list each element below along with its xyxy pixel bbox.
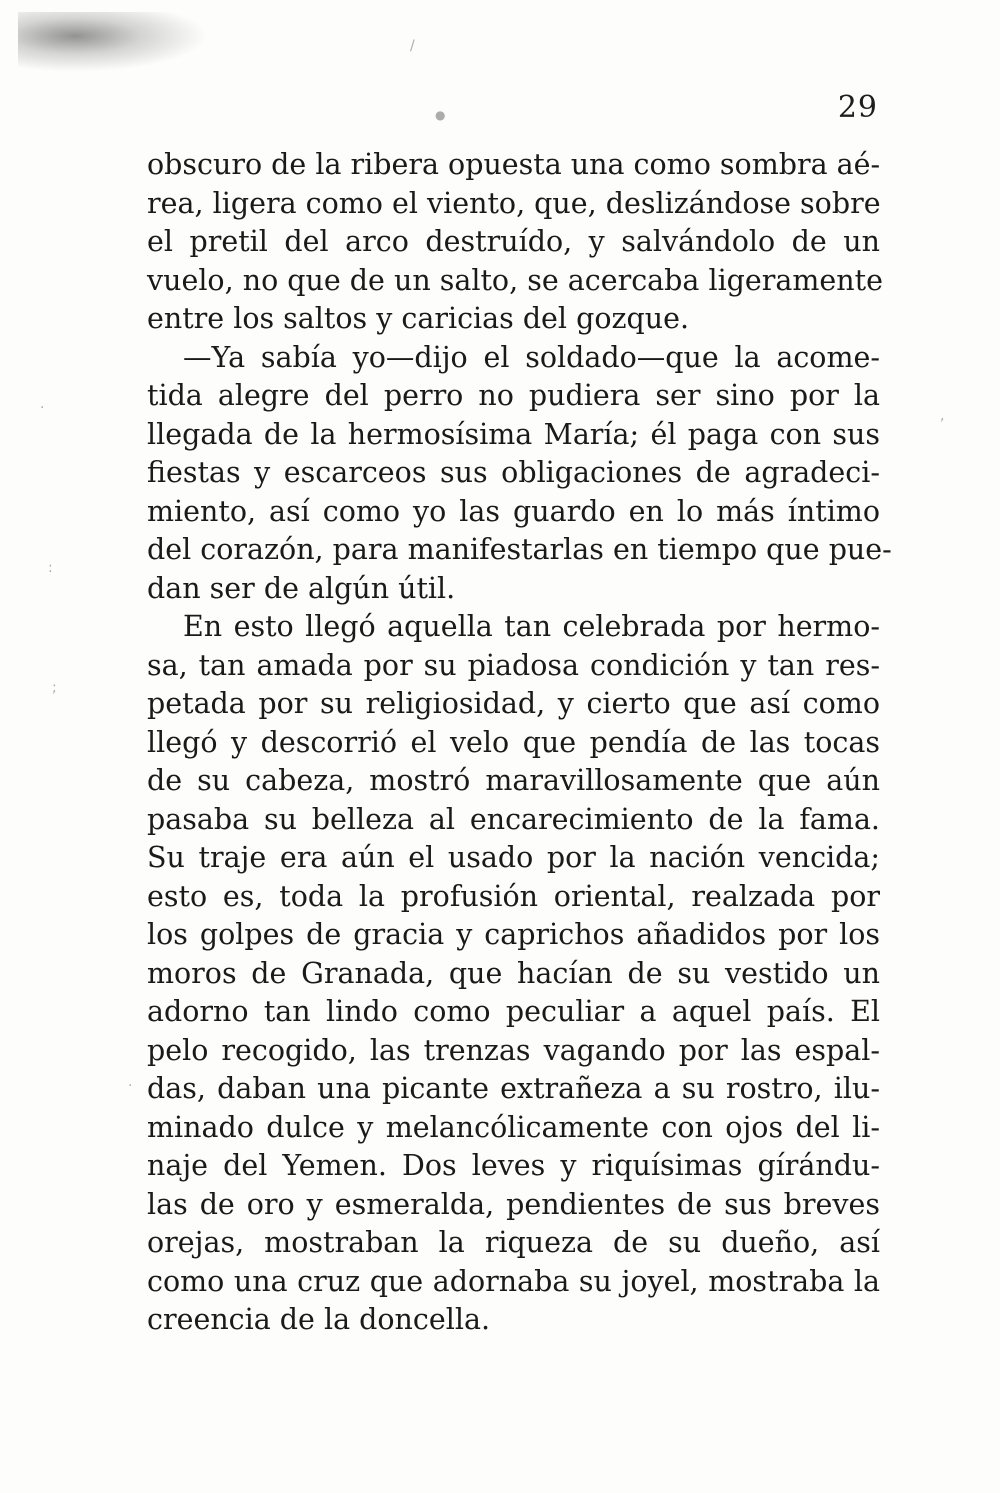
scan-speck: , bbox=[940, 408, 945, 424]
text-line: Su traje era aún el usado por la nación vencida; bbox=[147, 841, 880, 874]
text-line: de su cabeza, mostró maravillosamente que aún bbox=[147, 764, 880, 797]
body-text bbox=[147, 146, 892, 1340]
scan-speck: · bbox=[128, 1078, 133, 1094]
text-line: como una cruz que adornaba su joyel, mostraba la bbox=[147, 1264, 880, 1298]
text-line: minado dulce y melancólicamente con ojos del li- bbox=[147, 1110, 880, 1144]
text-line: moros de Granada, que hacían de su vestido un bbox=[147, 956, 880, 990]
text-line: entre los saltos y caricias del gozque. bbox=[147, 302, 690, 335]
text-line: naje del Yemen. Dos leves y riquísimas gírándu- bbox=[147, 1149, 880, 1182]
text-line: llegó y descorrió el velo que pendía de las tocas bbox=[147, 725, 880, 759]
text-line: las de oro y esmeralda, pendientes de sus breves bbox=[147, 1187, 880, 1221]
text-line: En esto llegó aquella tan celebrada por hermo- bbox=[183, 610, 880, 643]
text-line: rea, ligera como el viento, que, deslizándose sobre bbox=[147, 186, 881, 220]
text-line: petada por su religiosidad, y cierto que así como bbox=[147, 687, 880, 720]
text-line: esto es, toda la profusión oriental, realzada por bbox=[147, 879, 880, 913]
text-line: creencia de la doncella. bbox=[147, 1303, 491, 1336]
text-line: tida alegre del perro no pudiera ser sino por la bbox=[147, 379, 880, 412]
text-line: miento, así como yo las guardo en lo más íntimo bbox=[147, 494, 880, 528]
scan-speck: : bbox=[48, 560, 53, 576]
text-line: das, daban una picante extrañeza a su rostro, ilu- bbox=[147, 1072, 880, 1105]
text-line: obscuro de la ribera opuesta una como sombra aé- bbox=[147, 148, 881, 181]
text-line: del corazón, para manifestarlas en tiempo que pue- bbox=[147, 533, 892, 566]
paragraph bbox=[147, 339, 892, 609]
scan-speck: · bbox=[40, 400, 45, 416]
text-line: llegada de la hermosísima María; él paga con sus bbox=[147, 417, 880, 451]
scan-speck: ● bbox=[435, 108, 446, 122]
text-line: —Ya sabía yo—dijo el soldado—que la acome- bbox=[183, 340, 880, 374]
scan-smudge bbox=[18, 12, 208, 72]
paragraph bbox=[147, 146, 883, 339]
text-line: fiestas y escarceos sus obligaciones de agradeci- bbox=[147, 456, 880, 489]
page-number: 29 bbox=[837, 90, 878, 125]
scan-speck: / bbox=[410, 38, 415, 54]
text-line: pasaba su belleza al encarecimiento de la fama. bbox=[147, 802, 880, 836]
text-line: vuelo, no que de un salto, se acercaba ligeramente bbox=[147, 263, 883, 297]
text-line: los golpes de gracia y caprichos añadidos por los bbox=[147, 918, 880, 951]
text-line: adorno tan lindo como peculiar a aquel país. El bbox=[147, 995, 880, 1028]
text-line: dan ser de algún útil. bbox=[147, 571, 456, 605]
text-line: el pretil del arco destruído, y salvándolo de un bbox=[147, 225, 880, 258]
paragraph bbox=[147, 608, 880, 1340]
text-line: sa, tan amada por su piadosa condición y tan res- bbox=[147, 648, 880, 682]
text-line: pelo recogido, las trenzas vagando por las espal- bbox=[147, 1033, 880, 1067]
text-line: orejas, mostraban la riqueza de su dueño, así bbox=[147, 1226, 880, 1259]
scan-speck: ; bbox=[52, 680, 57, 696]
